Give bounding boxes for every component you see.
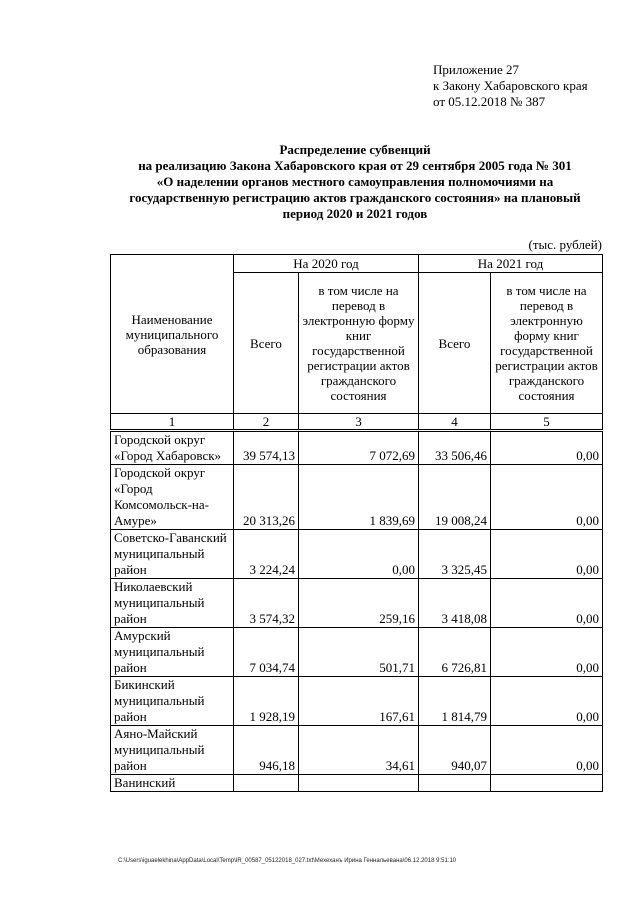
table-row: [111, 431, 603, 465]
appendix-header: [433, 62, 588, 110]
row-name: Аяно-Майский муниципальный район: [111, 726, 234, 775]
appendix-line-3: от 05.12.2018 № 387: [433, 94, 546, 109]
row-including-2021: 0,00: [491, 431, 603, 465]
subsidy-table: [110, 254, 603, 792]
row-including-2020: 7 072,69: [299, 431, 419, 465]
column-number: 1: [111, 414, 234, 431]
row-total-2020: 3 574,32: [234, 579, 299, 628]
row-including-2020: 34,61: [299, 726, 419, 775]
row-total-2020: 39 574,13: [234, 431, 299, 465]
column-number: 5: [491, 414, 603, 431]
row-including-2021: [491, 775, 603, 792]
row-name: Городской округ «Город Хабаровск»: [111, 431, 234, 465]
row-name: Бикинский муниципальный район: [111, 677, 234, 726]
title-line-4: государственную регистрацию актов гражданского состояния» на плановый: [129, 190, 581, 205]
row-including-2021: 0,00: [491, 465, 603, 530]
table-row: [111, 579, 603, 628]
table-row: [111, 628, 603, 677]
row-total-2021: 940,07: [419, 726, 491, 775]
row-name: Советско-Гаванский муниципальный район: [111, 530, 234, 579]
row-total-2021: 1 814,79: [419, 677, 491, 726]
column-numbers-row: [111, 414, 603, 431]
appendix-line-1: Приложение 27: [433, 62, 520, 77]
title-line-2: на реализацию Закона Хабаровского края от 29 сентября 2005 года № 301: [138, 158, 572, 173]
row-including-2021: 0,00: [491, 579, 603, 628]
header-including-2021: в том числе на перевод в электронную форму книг государственной регистрации актов гражданского состояния: [491, 273, 603, 414]
column-number: 2: [234, 414, 299, 431]
row-total-2020: 20 313,26: [234, 465, 299, 530]
row-including-2021: 0,00: [491, 530, 603, 579]
header-municipality: Наименование муниципального образования: [111, 255, 234, 414]
table-header: [111, 255, 603, 431]
row-including-2021: 0,00: [491, 677, 603, 726]
table-row: [111, 465, 603, 530]
header-year-2021: На 2021 год: [419, 255, 603, 273]
row-total-2020: [234, 775, 299, 792]
row-total-2020: 7 034,74: [234, 628, 299, 677]
document-title: [100, 142, 610, 222]
table-row: [111, 677, 603, 726]
appendix-line-2: к Закону Хабаровского края: [433, 78, 588, 93]
table-row: [111, 726, 603, 775]
row-total-2021: 33 506,46: [419, 431, 491, 465]
title-line-1: Распределение субвенций: [279, 142, 431, 157]
row-total-2021: 19 008,24: [419, 465, 491, 530]
row-including-2020: 167,61: [299, 677, 419, 726]
row-name: Городской округ «Город Комсомольск-на-Амуре»: [111, 465, 234, 530]
header-including-2020: в том числе на перевод в электронную форму книг государственной регистрации актов гражданского состояния: [299, 273, 419, 414]
row-name: Николаевский муниципальный район: [111, 579, 234, 628]
header-total-2021: Всего: [419, 273, 491, 414]
row-including-2021: 0,00: [491, 726, 603, 775]
row-including-2021: 0,00: [491, 628, 603, 677]
row-name: Ванинский: [111, 775, 234, 792]
row-total-2021: [419, 775, 491, 792]
row-including-2020: 501,71: [299, 628, 419, 677]
table-body: [111, 431, 603, 792]
header-year-2020: На 2020 год: [234, 255, 419, 273]
row-including-2020: 0,00: [299, 530, 419, 579]
row-name: Амурский муниципальный район: [111, 628, 234, 677]
title-line-3: «О наделении органов местного самоуправления полномочиями на: [156, 174, 554, 189]
table-row: [111, 530, 603, 579]
title-line-5: период 2020 и 2021 годов: [282, 206, 428, 221]
row-including-2020: 259,16: [299, 579, 419, 628]
row-total-2021: 6 726,81: [419, 628, 491, 677]
row-including-2020: 1 839,69: [299, 465, 419, 530]
units-label: (тыс. рублей): [528, 237, 602, 252]
row-total-2020: 3 224,24: [234, 530, 299, 579]
row-total-2021: 3 418,08: [419, 579, 491, 628]
row-including-2020: [299, 775, 419, 792]
file-path-footer: C:\Users\iguaelekhina\AppData\Local\Temp\IR_00587_05122018_027.txt\Мехеханъ Ирина Геннальевана\06.12.2018 9:51:10: [118, 858, 457, 864]
column-number: 4: [419, 414, 491, 431]
row-total-2020: 1 928,19: [234, 677, 299, 726]
table-row: [111, 775, 603, 792]
row-total-2020: 946,18: [234, 726, 299, 775]
header-total-2020: Всего: [234, 273, 299, 414]
column-number: 3: [299, 414, 419, 431]
row-total-2021: 3 325,45: [419, 530, 491, 579]
